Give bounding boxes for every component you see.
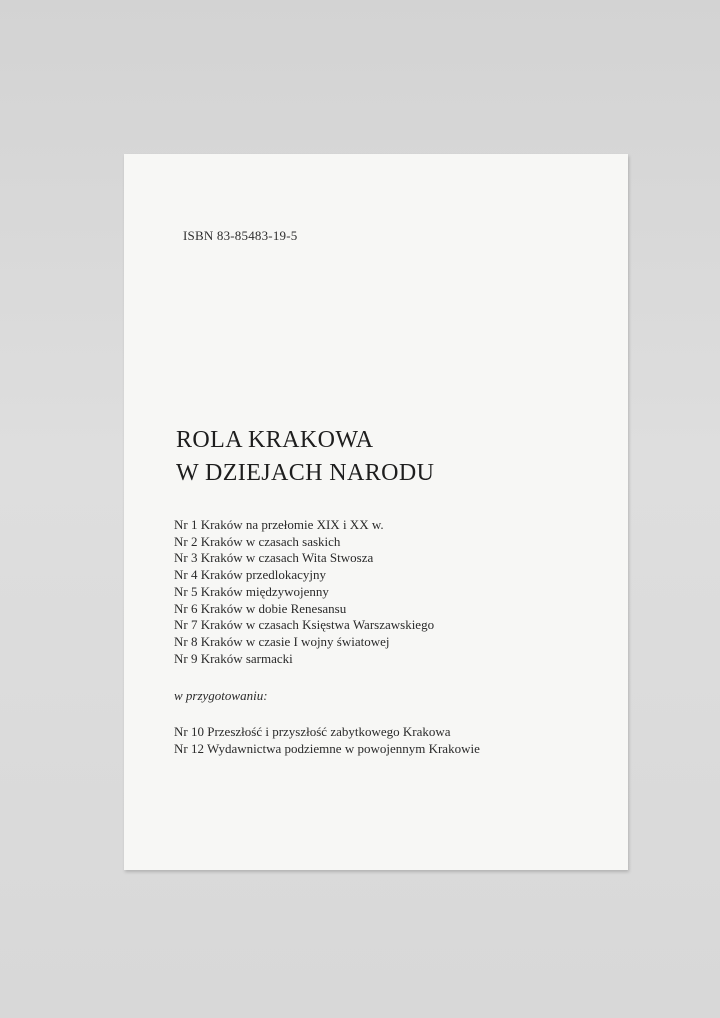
list-item: Nr 10 Przeszłość i przyszłość zabytkowego Krakowa <box>174 724 451 739</box>
series-title-line-1: ROLA KRAKOWA <box>176 427 374 453</box>
list-item: Nr 2 Kraków w czasach saskich <box>174 533 341 549</box>
list-item: Nr 8 Kraków w czasie I wojny światowej <box>174 633 390 649</box>
list-item: Nr 7 Kraków w czasach Księstwa Warszawskiego <box>174 617 435 633</box>
list-item: Nr 12 Wydawnictwa podziemne w powojennym Krakowie <box>174 740 480 756</box>
list-item: Nr 4 Kraków przedlokacyjny <box>174 567 326 583</box>
series-title-line-2: W DZIEJACH NARODU <box>176 460 435 486</box>
list-item: Nr 6 Kraków w dobie Renesansu <box>174 600 347 616</box>
planned-volumes-list <box>174 724 480 757</box>
isbn-number: ISBN 83-85483-19-5 <box>183 228 298 243</box>
in-preparation-heading: w przygotowaniu: <box>174 688 268 703</box>
list-item: Nr 9 Kraków sarmacki <box>174 650 293 666</box>
list-item: Nr 5 Kraków międzywojenny <box>174 583 329 599</box>
back-cover-page <box>124 154 628 870</box>
published-volumes-list <box>174 517 434 667</box>
series-title <box>176 424 434 490</box>
list-item: Nr 3 Kraków w czasach Wita Stwosza <box>174 550 374 566</box>
list-item: Nr 1 Kraków na przełomie XIX i XX w. <box>174 517 384 532</box>
